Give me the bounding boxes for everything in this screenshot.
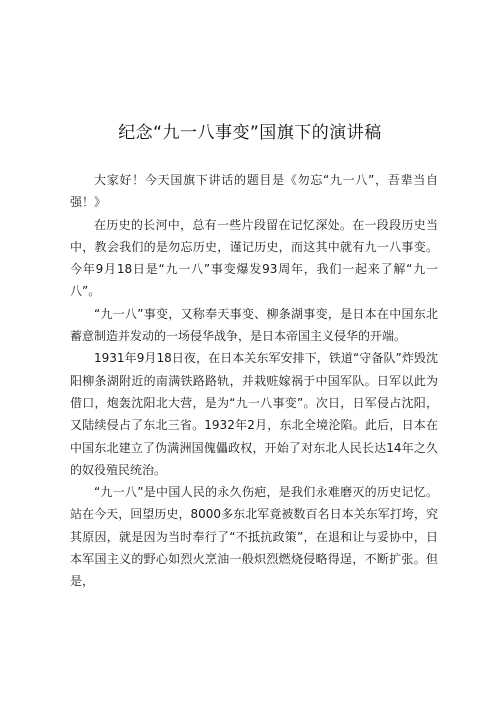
paragraph-greeting: 大家好！今天国旗下讲话的题目是《勿忘“九一八”，吾辈当自强！》 xyxy=(70,173,438,210)
paragraph-definition: “九一八”事变，又称奉天事变、柳条湖事变，是日本在中国东北蓄意制造并发动的一场侵华战争，是日本帝国主义侵华的开端。 xyxy=(70,306,438,344)
document-title: 纪念“九一八事变”国旗下的演讲稿 xyxy=(118,123,382,143)
document-body xyxy=(70,169,438,593)
paragraph-history: 1931年9月18日夜，在日本关东军安排下，铁道“守备队”炸毁沈阳柳条湖附近的南满铁路路轨，并栽赃嫁祸于中国军队。日军以此为借口，炮轰沈阳北大营，是为“九一八事变”。次日，日军侵占沈阳，又陆续侵占了东北三省。1932年2月，东北全境沦陷。此后，日本在中国东北建立了伪满洲国傀儡政权，开始了对东北人民长达14年之久的奴役殖民统治。 xyxy=(70,351,438,477)
paragraph-reflection: “九一八”是中国人民的永久伤疤，是我们永难磨灭的历史记忆。站在今天，回望历史，8000多东北军竟被数百名日本关东军打垮，究其原因，就是因为当时奉行了“不抵抗政策”，在退和让与妥协中，日本军国主义的野心如烈火烹油一般炽烈燃烧侵略得逞，不断扩张。但是， xyxy=(70,485,438,589)
paragraph-intro: 在历史的长河中，总有一些片段留在记忆深处。在一段段历史当中，教会我们的是勿忘历史，谨记历史，而这其中就有九一八事变。今年9月18日是“九一八”事变爆发93周年，我们一起来了解“九一八”。 xyxy=(70,217,438,299)
